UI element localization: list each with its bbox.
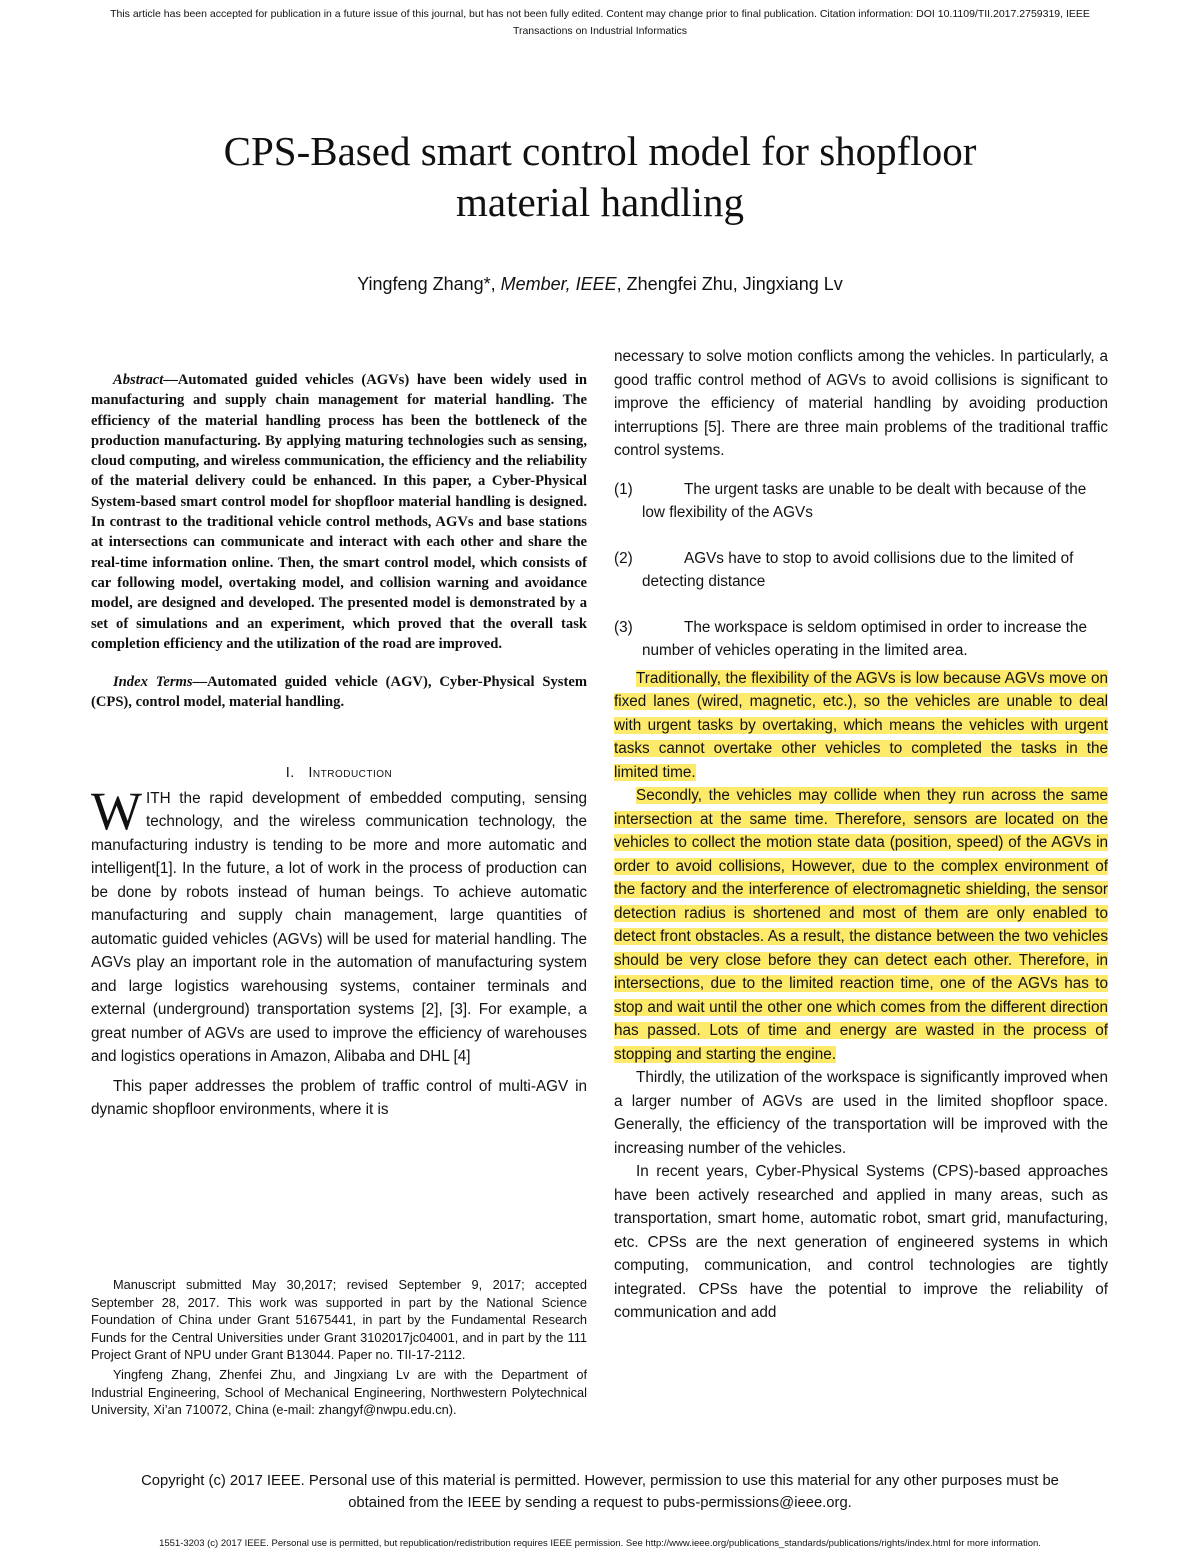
authors-role: Member, IEEE <box>500 274 617 294</box>
index-terms <box>91 672 587 713</box>
abstract <box>91 370 587 654</box>
paragraph-cps: In recent years, Cyber-Physical Systems (CPS)-based approaches have been actively researched and applied in many areas, such as transportation, smart home, automatic robot, smart grid, manufacturing, etc. CPSs are the next generation of engineered systems in which computing, communication, and control technologies are tightly integrated. CPSs have the potential to improve the reliability of communication and add <box>614 1163 1108 1321</box>
footnote-affiliation: Yingfeng Zhang, Zhenfei Zhu, and Jingxiang Lv are with the Department of Industrial Engineering, School of Mechanical Engineering, Northwestern Polytechnical University, Xi’an 710072, China (e-mail: zhangyf@nwpu.edu.cn). <box>91 1366 587 1418</box>
intro-paragraph-2: This paper addresses the problem of traffic control of multi-AGV in dynamic shopfloor environments, where it is <box>91 1077 587 1119</box>
list-item <box>614 478 1108 525</box>
page-footer: 1551-3203 (c) 2017 IEEE. Personal use is permitted, but republication/redistribution requires IEEE permission. See http://www.ieee.org/publications_standards/publications/rights/index.html for more information. <box>159 1538 1041 1549</box>
index-terms-text: —Automated guided vehicle (AGV), Cyber-Physical System (CPS), control model, material handling. <box>91 674 587 711</box>
intro-paragraph-1 <box>91 780 587 1069</box>
abstract-text: —Automated guided vehicles (AGVs) have been widely used in manufacturing and supply chain management for material handling. The efficiency of the material handling process has been the bottleneck of the production manufacturing. By applying maturing technologies such as sensing, cloud computing, and wireless communication, the efficiency and the reliability of the material delivery could be enhanced. In this paper, a Cyber-Physical System-based smart control model for shopfloor material handling is designed. In contrast to the traditional vehicle control methods, AGVs and base stations at intersections can communicate and interact with each other and share the real-time information online. Then, the smart control model, which consists of car following model, overtaking model, and collision warning and avoidance model, are designed and developed. The presented model is demonstrated by a set of simulations and an experiment, which proved that the overall task completion efficiency and the utilization of the road are improved. <box>91 372 587 652</box>
highlighted-paragraph-1 <box>614 667 1108 785</box>
copyright-line-2: obtained from the IEEE by sending a request to pubs-permissions@ieee.org. <box>348 1495 852 1511</box>
highlight-text: Traditionally, the flexibility of the AGVs is low because AGVs move on fixed lanes (wired, magnetic, etc.), so the vehicles are unable to deal with urgent tasks by overtaking, which means the vehicles with urgent tasks cannot overtake other vehicles to completed the tasks in the limited time. <box>614 669 1108 781</box>
list-item-text: AGVs have to stop to avoid collisions due to the limited of detecting distance <box>642 549 1074 590</box>
index-terms-label: Index Terms <box>113 674 193 691</box>
paper-title <box>0 126 1200 228</box>
paragraph-thirdly: Thirdly, the utilization of the workspace is significantly improved when a larger number of AGVs are used in the limited shopfloor space. Generally, the efficiency of the transportation will be improved with the increasing number of the vehicles. <box>614 1069 1108 1157</box>
page-header-notice <box>20 6 1180 40</box>
title-line-2: material handling <box>455 179 745 225</box>
highlighted-paragraph-2 <box>614 784 1108 1066</box>
continuation-paragraph: necessary to solve motion conflicts among the vehicles. In particularly, a good traffic control method of AGVs to avoid collisions is significant to improve the efficiency of material handling by avoiding production interruptions [5]. There are three main problems of the traditional traffic control systems. <box>614 348 1108 459</box>
abstract-label: Abstract <box>113 372 164 388</box>
drop-cap: W <box>91 780 142 841</box>
list-item-number: (2) <box>614 549 633 567</box>
footnote-manuscript: Manuscript submitted May 30,2017; revised September 9, 2017; accepted September 28, 2017. This work was supported in part by the National Science Foundation of China under Grant 51675441, in part by the Fundamental Research Funds for the Central Universities under Grant 3102017jc04001, and in part by the 111 Project Grant of NPU under Grant B13044. Paper no. TII-17-2112. <box>91 1277 587 1363</box>
list-item-number: (1) <box>614 480 633 498</box>
header-line-2: Transactions on Industrial Informatics <box>512 25 688 37</box>
section-title: Introduction <box>308 764 393 781</box>
authors-names-b: , Zhengfei Zhu, Jingxiang Lv <box>616 274 843 294</box>
list-item <box>614 547 1108 594</box>
list-item-text: The workspace is seldom optimised in order to increase the number of vehicles operating in the limited area. <box>642 618 1088 659</box>
section-heading-introduction <box>91 765 587 781</box>
copyright-line-1: Copyright (c) 2017 IEEE. Personal use of this material is permitted. However, permission to use this material for any other purposes must be <box>141 1473 1059 1489</box>
title-line-1: CPS-Based smart control model for shopfloor <box>223 128 977 174</box>
authors-names-a: Yingfeng Zhang*, <box>357 274 501 294</box>
copyright-notice <box>60 1470 1140 1514</box>
header-line-1: This article has been accepted for publication in a future issue of this journal, but has not been fully edited. Content may change prior to final publication. Citation information: DOI 10.1109/TII.2017.2759319, IEEE <box>110 8 1090 20</box>
right-column <box>614 345 1108 1325</box>
author-line <box>0 274 1200 295</box>
list-item <box>614 616 1108 663</box>
left-column <box>91 370 587 1122</box>
footnote <box>91 1276 587 1421</box>
highlight-text: Secondly, the vehicles may collide when they run across the same intersection at the same time. Therefore, sensors are located on the vehicles to collect the motion state data (position, speed) of the AGVs in order to avoid collisions, However, due to the complex environment of the factory and the interference of electromagnetic shielding, the sensor detection radius is shortened and most of them are only enabled to detect front obstacles. As a result, the distance between the two vehicles should be very close before they can detect each other. Therefore, in intersections, due to the limited reaction time, one of the AGVs has to stop and wait until the other one which comes from the different direction has passed. Lots of time and energy are wasted in the process of stopping and starting the engine. <box>614 787 1108 1063</box>
intro-paragraph-1-text: ITH the rapid development of embedded computing, sensing technology, and the wireless communication technology, the manufacturing industry is tending to be more and more automatic and intelligent[1]. In the future, a lot of work in the process of production can be done by robots instead of human beings. To achieve automatic manufacturing and supply chain management, large quantities of automatic guided vehicles (AGVs) will be used for material handling. The AGVs play an important role in the automation of manufacturing system and large logistics warehousing systems, container terminals and external (underground) transportation systems [2], [3]. For example, a great number of AGVs are used to improve the efficiency of warehouses and logistics operations in Amazon, Alibaba and DHL [4] <box>91 789 587 1066</box>
list-item-text: The urgent tasks are unable to be dealt with because of the low flexibility of the AGVs <box>642 480 1087 521</box>
list-item-number: (3) <box>614 618 633 636</box>
title-block <box>0 126 1200 228</box>
section-number: I. <box>285 764 295 781</box>
